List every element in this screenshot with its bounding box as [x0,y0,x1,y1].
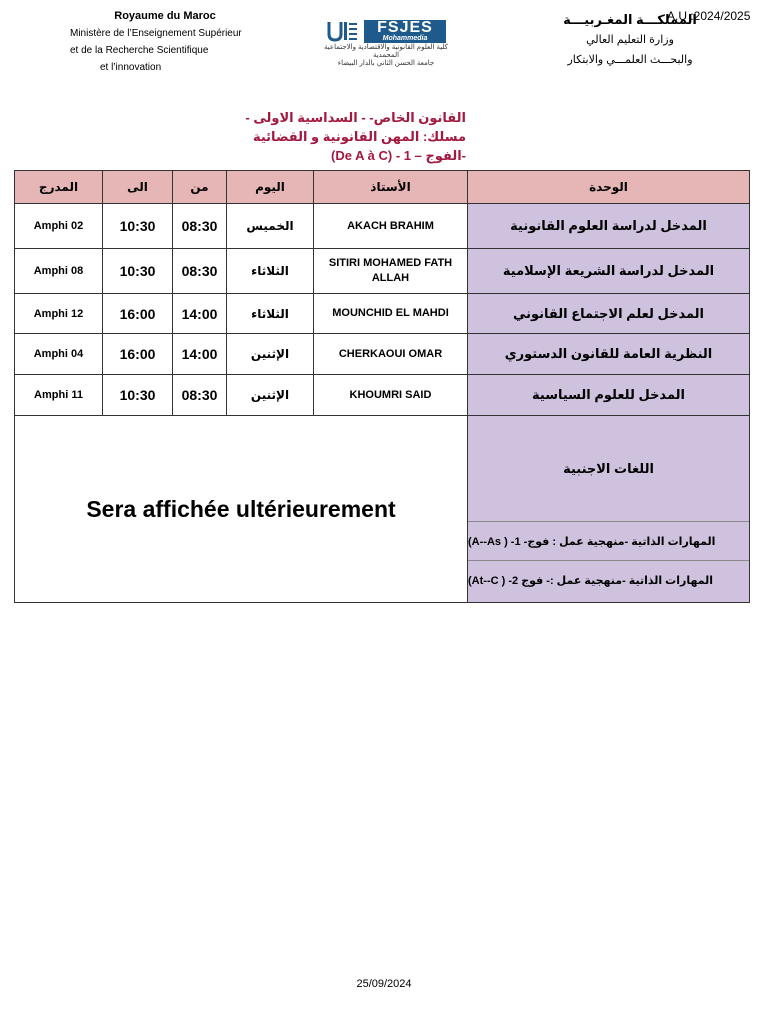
start-time-cell: 08:30 [173,204,227,249]
unit-cell: المدخل لعلم الاجتماع القانوني [468,294,750,334]
ministry-line3: et l’innovation [100,62,162,73]
title-line3: -الفوج – 1 - (De A à C) [331,148,466,163]
kingdom-label-fr: Royaume du Maroc [114,10,216,22]
start-time-cell: 08:30 [173,375,227,416]
professor-cell: KHOUMRI SAID [314,375,468,416]
room-cell: Amphi 08 [15,249,103,294]
skills-group1: المهارات الذاتية -منهجية عمل : فوج- 1- ( A--As) [468,535,716,548]
footer-date: 25/09/2024 [356,978,412,990]
fsjes-wordmark: FSJES [377,19,433,36]
professor-cell: CHERKAOUI OMAR [314,334,468,375]
start-time-cell: 08:30 [173,249,227,294]
header-from: من [173,171,227,204]
skills-group2: المهارات الذاتية -منهجية عمل :- فوج 2- ( At--C) [468,560,749,599]
professor-cell: SITIRI MOHAMED FATH ALLAH [314,249,468,294]
schedule-table [14,170,750,603]
table-row [15,375,750,416]
header-to: الى [103,171,173,204]
table-header-row [15,171,750,204]
day-cell: الإثنين [227,334,314,375]
end-time-cell: 10:30 [103,204,173,249]
kingdom-label-ar: المملكـــة المغـربيـــة [563,12,697,27]
unit-cell: المدخل للعلوم السياسية [468,375,750,416]
table-row [15,204,750,249]
professor-cell: AKACH BRAHIM [314,204,468,249]
logo-arabic-line1: كلية العلوم القانونية والاقتصادية والاجتماعية المحمدية [324,44,448,59]
fsjes-city: Mohammedia [382,35,428,42]
ministry-line2: et de la Recherche Scientifique [70,45,209,56]
end-time-cell: 10:30 [103,375,173,416]
day-cell: الخميس [227,204,314,249]
header-room: المدرج [15,171,103,204]
start-time-cell: 14:00 [173,334,227,375]
fsjes-badge [364,20,446,43]
day-cell: الإثنين [227,375,314,416]
header-day: اليوم [227,171,314,204]
table-row [15,294,750,334]
logo-arabic-text [322,44,450,68]
header-professor: الأستاذ [314,171,468,204]
fsjes-logo [322,20,450,70]
ministry-ar-line1: وزارة التعليم العالي [586,34,674,46]
room-cell: Amphi 04 [15,334,103,375]
pending-row [15,416,750,603]
ministry-ar-line2: والبحـــث العلمـــي والابتكار [567,54,693,66]
unit-cell: المدخل لدراسة العلوم القانونية [468,204,750,249]
room-cell: Amphi 02 [15,204,103,249]
languages-label: اللغات الاجنبية [468,416,749,522]
schedule-titles [200,108,466,165]
table-row [15,334,750,375]
academic-year: A.U :2024/2025 [667,9,751,23]
unit-cell: المدخل لدراسة الشريعة الإسلامية [468,249,750,294]
day-cell: الثلاثاء [227,294,314,334]
end-time-cell: 10:30 [103,249,173,294]
later-note: Sera affichée ultérieurement [15,416,468,603]
header-left-french [60,8,270,76]
start-time-cell: 14:00 [173,294,227,334]
ministry-line1: Ministère de l’Enseignement Supérieur [70,28,242,39]
logo-arabic-line2: جامعة الحسن الثاني بالدار البيضاء [337,60,435,67]
room-cell: Amphi 12 [15,294,103,334]
faculty-emblem-icon [326,20,360,42]
title-line1: القانون الخاص- - السداسية الاولى - [245,110,466,125]
professor-cell: MOUNCHID EL MAHDI [314,294,468,334]
end-time-cell: 16:00 [103,334,173,375]
end-time-cell: 16:00 [103,294,173,334]
unit-cell: النظرية العامة للقانون الدستوري [468,334,750,375]
header-unit: الوحدة [468,171,750,204]
day-cell: الثلاثاء [227,249,314,294]
room-cell: Amphi 11 [15,375,103,416]
title-line2: مسلك: المهن القانونية و القضائية [252,129,466,144]
languages-block [468,416,750,603]
table-row [15,249,750,294]
